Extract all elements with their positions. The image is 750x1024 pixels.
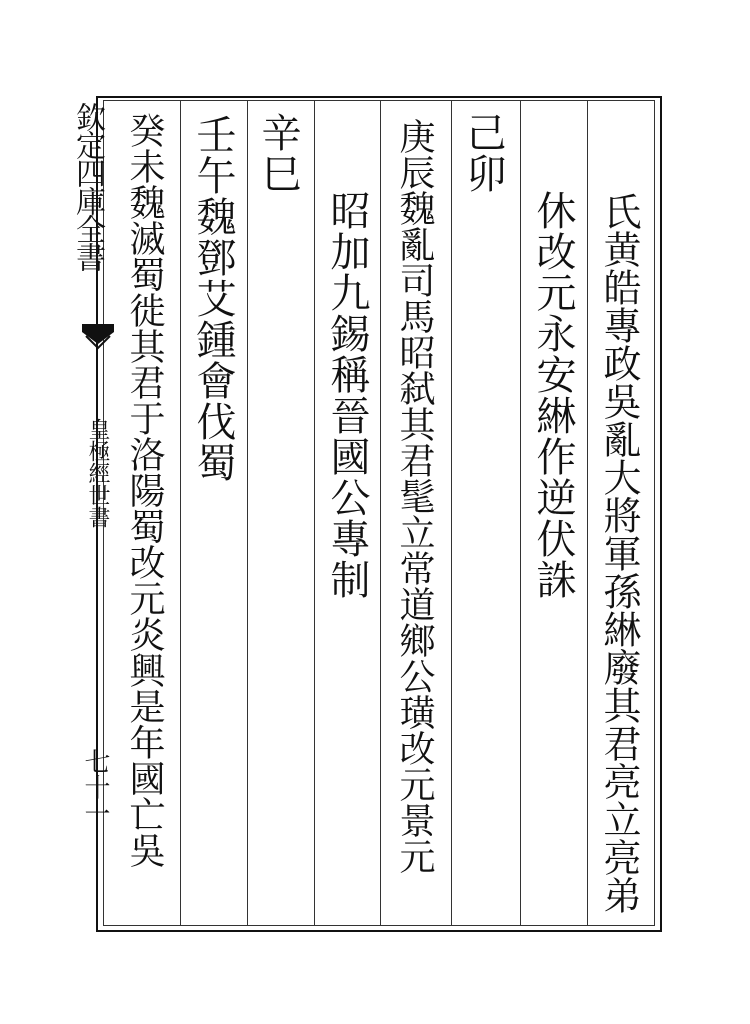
fish-tail-mark-icon: [78, 318, 118, 358]
page-number: 七十一: [80, 748, 110, 826]
column-rule: [314, 100, 315, 926]
text-column: 昭加九錫稱晉國公專制: [324, 190, 370, 600]
text-column: 庚辰魏亂司馬昭弑其君髦立常道鄉公璜改元景元: [394, 118, 435, 874]
text-column: 辛巳: [255, 112, 301, 194]
text-column: 壬午魏鄧艾鍾會伐蜀: [190, 114, 236, 483]
text-column: 氏黄皓專政吳亂大將軍孫綝廢其君亮立亮弟: [597, 192, 641, 914]
text-column: 休改元永安綝作逆伏誅: [530, 190, 576, 600]
fascicle-label: 皇極經世書: [85, 418, 110, 528]
column-rule: [247, 100, 248, 926]
book-title: 欽定四庫全書: [70, 102, 105, 270]
text-column: 癸未魏滅蜀徙其君于洛陽蜀改元炎興是年國亡吳: [124, 112, 165, 868]
column-rule: [380, 100, 381, 926]
column-rule: [520, 100, 521, 926]
column-rule: [451, 100, 452, 926]
text-column: 己卯: [460, 112, 506, 194]
column-rule: [587, 100, 588, 926]
column-rule: [180, 100, 181, 926]
